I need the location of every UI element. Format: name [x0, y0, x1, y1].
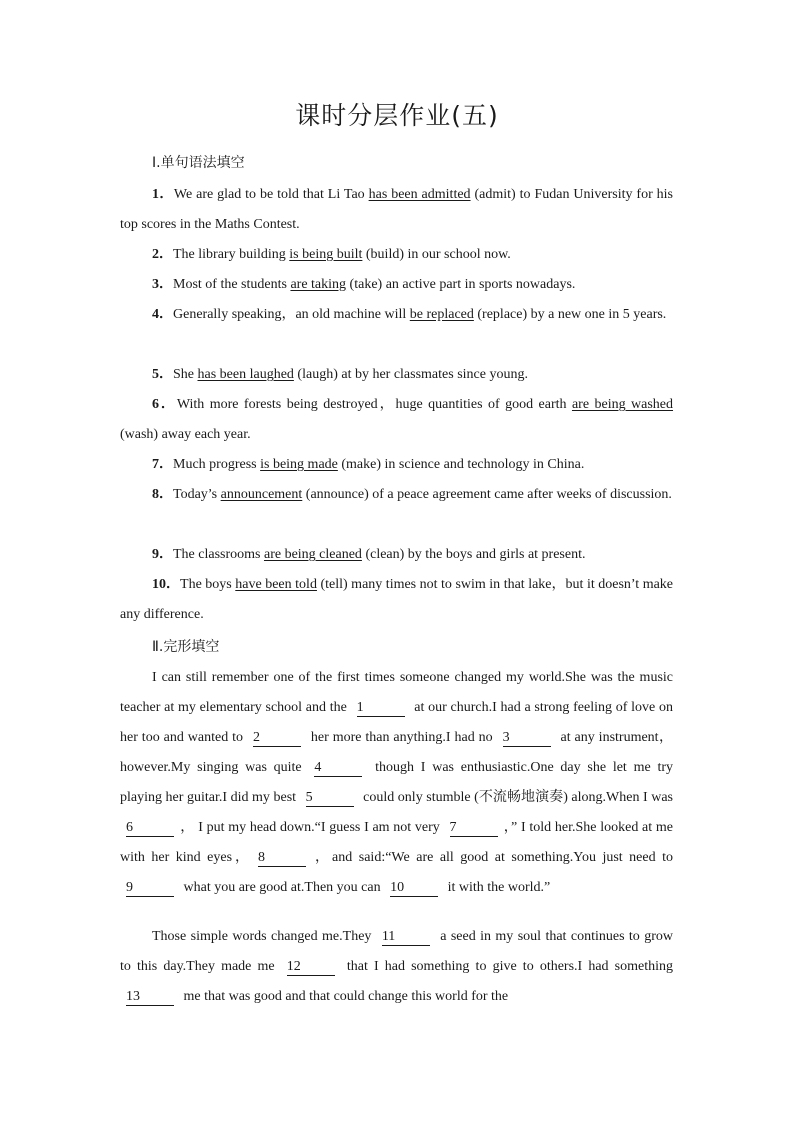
cloze-text: could only stumble (不流畅地演奏) along.When I was [359, 790, 673, 805]
answer-text: is being made [260, 457, 338, 472]
item-text: (take) an active part in sports nowadays. [346, 277, 576, 292]
cloze-text: ，” I told her.She looked at me with her kind eyes， [120, 820, 673, 865]
item-text: (make) in science and technology in China. [337, 457, 585, 472]
cloze-blank[interactable]: 1 [357, 700, 405, 717]
item-text: Most of the students [173, 277, 291, 292]
cloze-text: ，and said:“We are all good at something.You just need to [312, 850, 674, 865]
grammar-item [120, 180, 673, 240]
answer-text: are taking [290, 277, 347, 292]
cloze-blank[interactable]: 5 [306, 790, 354, 807]
item-number: 3． [152, 277, 173, 292]
cloze-blank[interactable]: 9 [126, 880, 174, 897]
page-title: 课时分层作业(五) [295, 101, 499, 130]
grammar-item [120, 270, 673, 300]
cloze-blank[interactable]: 7 [450, 820, 498, 837]
item-number: 7． [152, 457, 173, 472]
cloze-text: at our church.I had a strong feeling of love on her too and wanted to [120, 700, 673, 745]
answer-text: has been admitted [368, 187, 471, 202]
cloze-text: at any instrument，however.My singing was quite [120, 730, 673, 775]
cloze-blank[interactable]: 13 [126, 989, 174, 1006]
item-text: Today’s [173, 487, 221, 502]
item-text: (build) in our school now. [362, 247, 511, 262]
grammar-item [120, 240, 673, 270]
item-number: 9． [152, 547, 173, 562]
answer-text: has been laughed [197, 367, 294, 382]
item-text: The library building [173, 247, 290, 262]
answer-text: be replaced [409, 307, 474, 322]
cloze-blank[interactable]: 12 [287, 959, 335, 976]
cloze-blank[interactable]: 3 [503, 730, 551, 747]
cloze-paragraph-2 [120, 922, 673, 1012]
item-number: 1． [152, 187, 174, 202]
cloze-text: ， I put my head down.“I guess I am not very [180, 820, 444, 835]
item-text: (wash) away each year. [120, 427, 251, 442]
cloze-text: that I had something to give to others.I had something [340, 959, 673, 974]
item-text: We are glad to be told that Li Tao [173, 187, 369, 202]
cloze-blank[interactable]: 4 [314, 760, 362, 777]
item-number: 8． [152, 487, 173, 502]
item-text: (admit) to Fudan University for his top scores in the Maths Contest. [120, 187, 674, 232]
grammar-item [120, 390, 673, 450]
item-text: (laugh) at by her classmates since young. [293, 367, 528, 382]
grammar-item [120, 540, 673, 570]
item-number: 2． [152, 247, 173, 262]
section-heading-cloze: Ⅱ.完形填空 [152, 639, 220, 655]
answer-text: is being built [289, 247, 363, 262]
cloze-text: a seed in my soul that continues to grow to this day.They made me [120, 929, 673, 974]
section-heading-grammar: Ⅰ.单句语法填空 [152, 155, 245, 171]
cloze-text: what you are good at.Then you can [180, 880, 385, 895]
item-number: 6． [152, 397, 177, 412]
grammar-item [120, 480, 673, 510]
cloze-text: her more than anything.I had no [306, 730, 497, 745]
grammar-item [120, 300, 673, 330]
cloze-text: me that was good and that could change this world for the [180, 989, 509, 1004]
item-text: She [173, 367, 198, 382]
item-number: 5． [152, 367, 173, 382]
grammar-item [120, 450, 673, 480]
answer-text: announcement [220, 487, 303, 502]
item-number: 4． [152, 307, 173, 322]
answer-text: have been told [235, 577, 317, 592]
grammar-item [120, 360, 673, 390]
item-text: (tell) many times not to swim in that lake，but it doesn’t make any difference. [120, 577, 674, 622]
grammar-item [120, 570, 673, 630]
item-text: The classrooms [173, 547, 264, 562]
cloze-blank[interactable]: 6 [126, 820, 174, 837]
cloze-blank[interactable]: 8 [258, 850, 306, 867]
item-text: (replace) by a new one in 5 years. [473, 307, 667, 322]
answer-text: are being washed [571, 397, 674, 412]
cloze-blank[interactable]: 11 [382, 929, 430, 946]
item-text: The boys [180, 577, 236, 592]
item-text: (announce) of a peace agreement came after weeks of discussion. [302, 487, 672, 502]
cloze-text: I can still remember one of the first times someone changed my world.She was the music teacher at my elementary school and the [120, 670, 673, 715]
item-text: Much progress [173, 457, 261, 472]
item-number: 10． [152, 577, 181, 592]
item-text: With more forests being destroyed，huge quantities of good earth [176, 397, 572, 412]
answer-text: are being cleaned [263, 547, 362, 562]
cloze-paragraph-1 [120, 663, 673, 903]
cloze-text: Those simple words changed me.They [152, 929, 376, 944]
cloze-blank[interactable]: 10 [390, 880, 438, 897]
item-text: Generally speaking，an old machine will [173, 307, 410, 322]
cloze-text: though I was enthusiastic.One day she let me try playing her guitar.I did my best [120, 760, 673, 805]
cloze-text: it with the world.” [444, 880, 551, 895]
cloze-blank[interactable]: 2 [253, 730, 301, 747]
item-text: (clean) by the boys and girls at present. [361, 547, 586, 562]
